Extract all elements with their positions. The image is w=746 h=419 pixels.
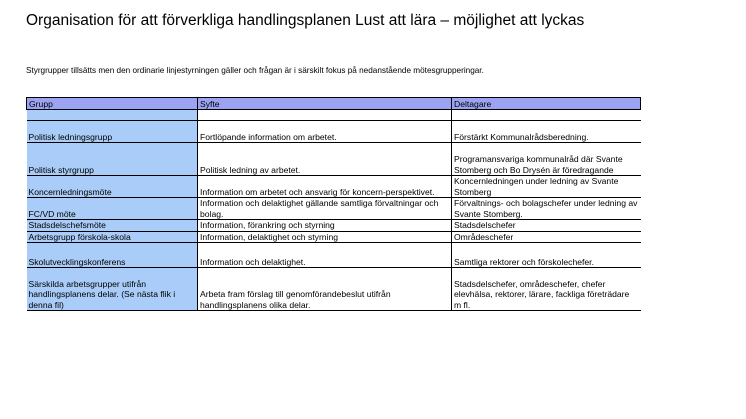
participants-cell: Förstärkt Kommunalrådsberedning. bbox=[452, 121, 641, 143]
table-row bbox=[27, 220, 641, 232]
table-row bbox=[27, 268, 641, 311]
purpose-cell: Information, delaktighet och styrning bbox=[198, 231, 452, 243]
header-group: Grupp bbox=[27, 98, 198, 110]
group-cell: Arbetsgrupp förskola-skola bbox=[27, 231, 198, 243]
participants-cell: Förvaltnings- och bolagschefer under ledning av Svante Stomberg. bbox=[452, 198, 641, 220]
table-row bbox=[27, 243, 641, 268]
table-row bbox=[27, 121, 641, 143]
header-purpose: Syfte bbox=[198, 98, 452, 110]
purpose-cell: Information, förankring och styrning bbox=[198, 220, 452, 232]
group-cell: Politisk styrgrupp bbox=[27, 143, 198, 176]
spacer-cell bbox=[27, 110, 198, 121]
table-row bbox=[27, 198, 641, 220]
purpose-cell: Information och delaktighet gällande samtliga förvaltningar och bolag. bbox=[198, 198, 452, 220]
group-cell: Koncernledningsmöte bbox=[27, 176, 198, 198]
group-cell: Politisk ledningsgrupp bbox=[27, 121, 198, 143]
intro-text: Styrgrupper tillsätts men den ordinarie linjestyrningen gäller och frågan är i särskilt fokus på nedanstående mötesgrupperingar. bbox=[26, 66, 484, 75]
participants-cell: Samtliga rektorer och förskolechefer. bbox=[452, 243, 641, 268]
group-cell: Stadsdelschefsmöte bbox=[27, 220, 198, 232]
purpose-cell: Fortlöpande information om arbetet. bbox=[198, 121, 452, 143]
spacer-cell bbox=[452, 110, 641, 121]
table-header-row bbox=[27, 98, 641, 110]
participants-cell: Koncernledningen under ledning av Svante Stomberg bbox=[452, 176, 641, 198]
purpose-cell: Information om arbetet och ansvarig för koncern-perspektivet. bbox=[198, 176, 452, 198]
page-title: Organisation för att förverkliga handlingsplanen Lust att lära – möjlighet att lyckas bbox=[26, 12, 585, 29]
purpose-cell: Arbeta fram förslag till genomförandebeslut utifrån handlingsplanens olika delar. bbox=[198, 268, 452, 311]
purpose-cell: Information och delaktighet. bbox=[198, 243, 452, 268]
group-cell: Särskilda arbetsgrupper utifrån handlingsplanens delar. (Se nästa flik i denna fil) bbox=[27, 268, 198, 311]
meeting-groups-table bbox=[26, 97, 641, 311]
spacer-row bbox=[27, 110, 641, 121]
group-cell: Skolutvecklingskonferens bbox=[27, 243, 198, 268]
header-participants: Deltagare bbox=[452, 98, 641, 110]
table-row bbox=[27, 143, 641, 176]
group-cell: FC/VD möte bbox=[27, 198, 198, 220]
purpose-cell: Politisk ledning av arbetet. bbox=[198, 143, 452, 176]
table-row bbox=[27, 176, 641, 198]
participants-cell: Områdeschefer bbox=[452, 231, 641, 243]
participants-cell: Stadsdelschefer, områdeschefer, chefer elevhälsa, rektorer, lärare, fackliga företrädare m fl. bbox=[452, 268, 641, 311]
participants-cell: Stadsdelschefer bbox=[452, 220, 641, 232]
spacer-cell bbox=[198, 110, 452, 121]
table-row bbox=[27, 231, 641, 243]
participants-cell: Programansvariga kommunalråd där Svante Stomberg och Bo Drysén är föredragande bbox=[452, 143, 641, 176]
